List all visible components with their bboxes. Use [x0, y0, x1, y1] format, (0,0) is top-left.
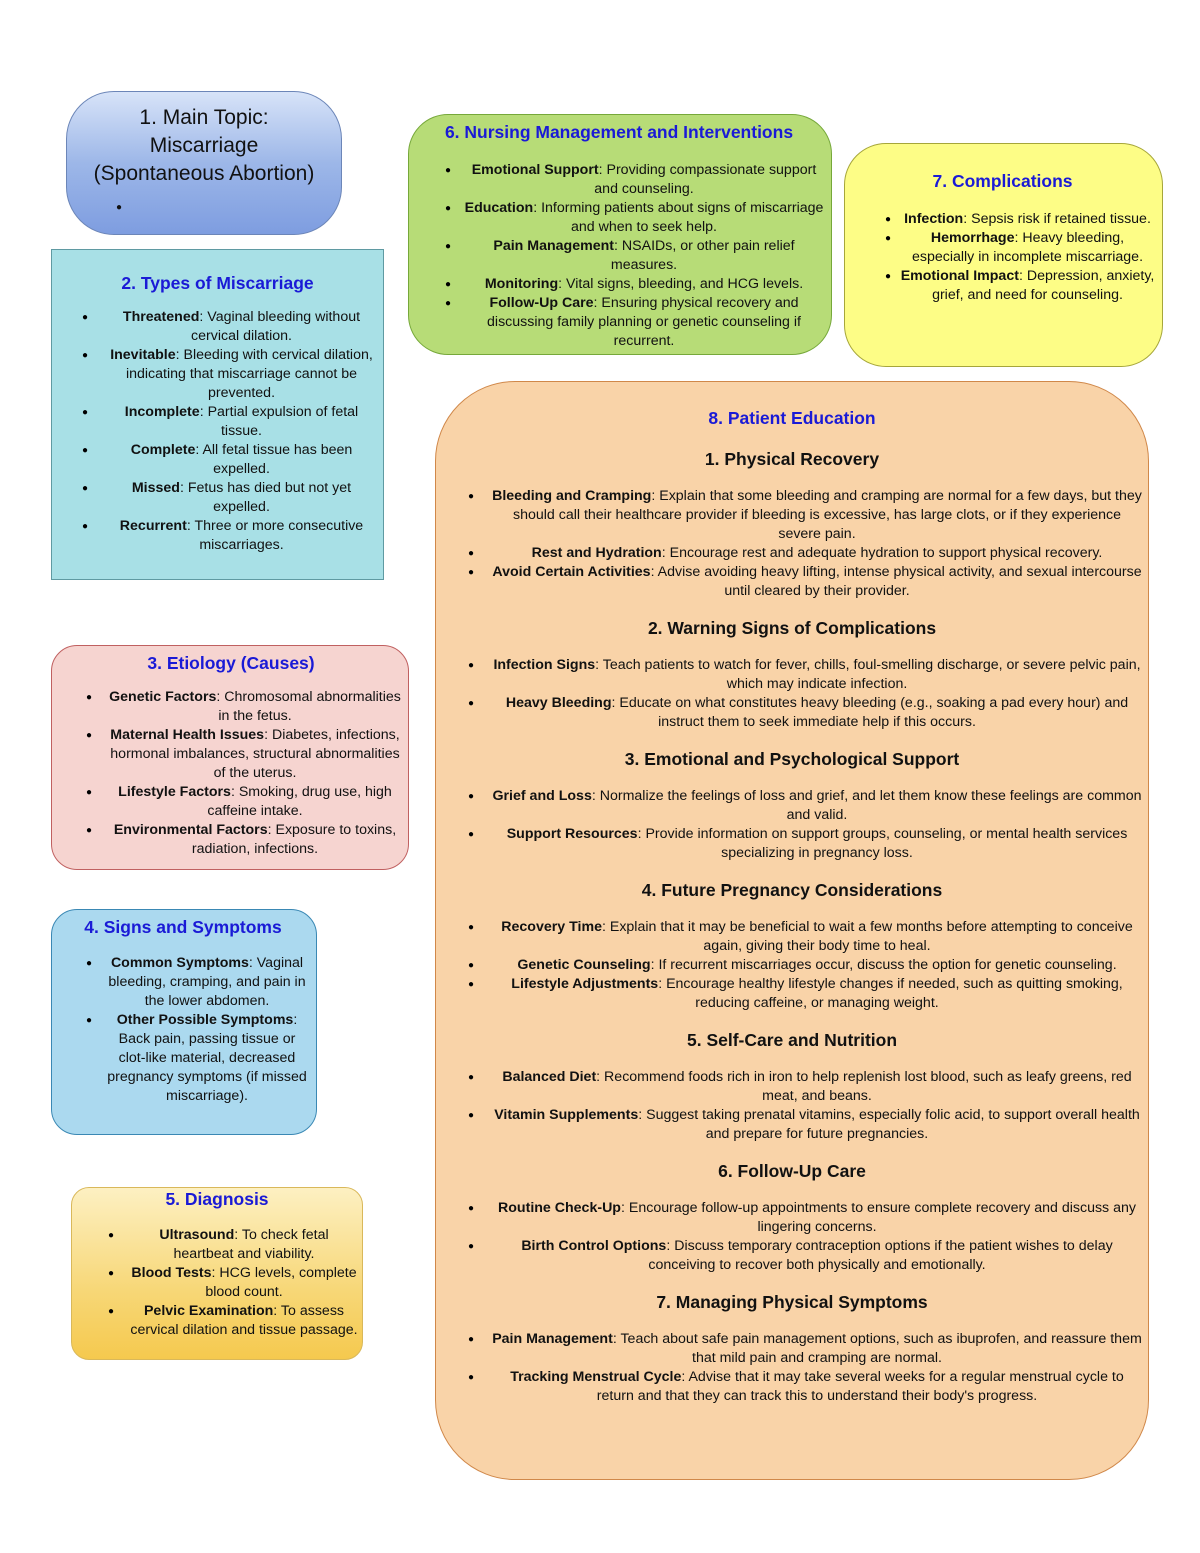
- list-item: ● Complete: All fetal tissue has been expelled.: [104, 441, 379, 479]
- complications-title: 7. Complications: [932, 171, 1073, 191]
- list-item: ● Genetic Factors: Chromosomal abnormalities in the fetus.: [104, 688, 406, 726]
- section-list: [490, 918, 1144, 1013]
- complications-box: [844, 143, 1163, 367]
- list-item: ● Infection: Sepsis risk if retained tissue.: [899, 210, 1156, 229]
- section-heading: 7. Managing Physical Symptoms: [656, 1292, 928, 1312]
- signs-title: 4. Signs and Symptoms: [84, 917, 282, 937]
- list-item: ● Lifestyle Factors: Smoking, drug use, high caffeine intake.: [104, 783, 406, 821]
- etiology-list: [104, 688, 406, 859]
- list-item: ● Maternal Health Issues: Diabetes, infections, hormonal imbalances, structural abnormalities of the uterus.: [104, 726, 406, 783]
- section-list: [490, 487, 1144, 601]
- list-item: ● Common Symptoms: Vaginal bleeding, cramping, and pain in the lower abdomen.: [104, 954, 310, 1011]
- bullet-icon: ●: [115, 202, 123, 213]
- complications-list: [899, 210, 1156, 305]
- section-list: [490, 1199, 1144, 1275]
- list-item: ● Vitamin Supplements: Suggest taking prenatal vitamins, especially folic acid, to support overall health and prepare for future pregnancies.: [490, 1106, 1144, 1144]
- list-item: ● Emotional Support: Providing compassionate support and counseling.: [463, 161, 825, 199]
- etiology-box: [51, 645, 409, 870]
- list-item: ● Grief and Loss: Normalize the feelings of loss and grief, and let them know these feelings are common and valid.: [490, 787, 1144, 825]
- signs-and-symptoms-box: [51, 909, 317, 1135]
- section-heading: 3. Emotional and Psychological Support: [624, 749, 960, 769]
- list-item: ● Environmental Factors: Exposure to toxins, radiation, infections.: [104, 821, 406, 859]
- section-list: [490, 656, 1144, 732]
- list-item: ● Blood Tests: HCG levels, complete blood count.: [130, 1264, 358, 1302]
- list-item: ● Inevitable: Bleeding with cervical dilation, indicating that miscarriage cannot be prevented.: [104, 346, 379, 403]
- types-of-miscarriage-box: [51, 249, 384, 580]
- list-item: ● Recurrent: Three or more consecutive miscarriages.: [104, 517, 379, 555]
- list-item: ● Birth Control Options: Discuss temporary contraception options if the patient wishes to delay conceiving to recover both physically and emotionally.: [490, 1237, 1144, 1275]
- diagnosis-box: [71, 1187, 363, 1360]
- types-title: 2. Types of Miscarriage: [121, 273, 314, 293]
- patient-education-box: [435, 381, 1149, 1480]
- main-topic-line-3: (Spontaneous Abortion): [93, 162, 315, 185]
- list-item: ● Pain Management: NSAIDs, or other pain relief measures.: [463, 237, 825, 275]
- list-item: ● Avoid Certain Activities: Advise avoiding heavy lifting, intense physical activity, and sexual intercourse until cleared by their provider.: [490, 563, 1144, 601]
- diagnosis-list: [130, 1226, 358, 1340]
- list-item: ● Tracking Menstrual Cycle: Advise that it may take several weeks for a regular menstrual cycle to return and that they can track this to understand their body's progress.: [490, 1368, 1144, 1406]
- section-heading: 5. Self-Care and Nutrition: [686, 1030, 898, 1050]
- section-heading: 4. Future Pregnancy Considerations: [641, 880, 943, 900]
- list-item: ● Support Resources: Provide information on support groups, counseling, or mental health services specializing in pregnancy loss.: [490, 825, 1144, 863]
- list-item: ● Pain Management: Teach about safe pain management options, such as ibuprofen, and reassure them that mild pain and cramping are normal.: [490, 1330, 1144, 1368]
- diagnosis-title: 5. Diagnosis: [165, 1189, 269, 1209]
- section-heading: 2. Warning Signs of Complications: [647, 618, 937, 638]
- types-list: [104, 308, 379, 555]
- nursing-title: 6. Nursing Management and Interventions: [444, 122, 794, 142]
- list-item: ● Monitoring: Vital signs, bleeding, and HCG levels.: [463, 275, 825, 294]
- section-list: [490, 1068, 1144, 1144]
- list-item: ● Genetic Counseling: If recurrent miscarriages occur, discuss the option for genetic counseling.: [490, 956, 1144, 975]
- list-item: ● Threatened: Vaginal bleeding without cervical dilation.: [104, 308, 379, 346]
- list-item: ● Education: Informing patients about signs of miscarriage and when to seek help.: [463, 199, 825, 237]
- etiology-title: 3. Etiology (Causes): [147, 653, 315, 673]
- section-list: [490, 787, 1144, 863]
- nursing-list: [463, 161, 825, 351]
- list-item: ● Pelvic Examination: To assess cervical dilation and tissue passage.: [130, 1302, 358, 1340]
- main-topic-line-1: 1. Main Topic:: [139, 106, 269, 129]
- list-item: ● Missed: Fetus has died but not yet expelled.: [104, 479, 379, 517]
- list-item: ● Hemorrhage: Heavy bleeding, especially in incomplete miscarriage.: [899, 229, 1156, 267]
- list-item: ● Routine Check-Up: Encourage follow-up appointments to ensure complete recovery and discuss any lingering concerns.: [490, 1199, 1144, 1237]
- list-item: ● Rest and Hydration: Encourage rest and adequate hydration to support physical recovery.: [490, 544, 1144, 563]
- list-item: ● Infection Signs: Teach patients to watch for fever, chills, foul-smelling discharge, or severe pelvic pain, which may indicate infection.: [490, 656, 1144, 694]
- section-list: [490, 1330, 1144, 1406]
- main-topic-title: [67, 92, 341, 188]
- list-item: ● Emotional Impact: Depression, anxiety, grief, and need for counseling.: [899, 267, 1156, 305]
- list-item: ● Recovery Time: Explain that it may be beneficial to wait a few months before attempting to conceive again, giving their body time to heal.: [490, 918, 1144, 956]
- list-item: ● Follow-Up Care: Ensuring physical recovery and discussing family planning or genetic counseling if recurrent.: [463, 294, 825, 351]
- section-heading: 6. Follow-Up Care: [718, 1161, 866, 1181]
- list-item: ● Other Possible Symptoms: Back pain, passing tissue or clot-like material, decreased pregnancy symptoms (if missed miscarriage).: [104, 1011, 310, 1106]
- list-item: ● Ultrasound: To check fetal heartbeat and viability.: [130, 1226, 358, 1264]
- list-item: ● Balanced Diet: Recommend foods rich in iron to help replenish lost blood, such as leafy greens, red meat, and beans.: [490, 1068, 1144, 1106]
- list-item: ● Incomplete: Partial expulsion of fetal tissue.: [104, 403, 379, 441]
- nursing-management-box: [408, 114, 832, 355]
- list-item: ● Bleeding and Cramping: Explain that some bleeding and cramping are normal for a few days, but they should call their healthcare provider if bleeding is excessive, has large clots, or if they experience severe pain.: [490, 487, 1144, 544]
- main-topic-line-2: Miscarriage: [149, 134, 259, 157]
- list-item: ● Heavy Bleeding: Educate on what constitutes heavy bleeding (e.g., soaking a pad every hour) and instruct them to seek immediate help if this occurs.: [490, 694, 1144, 732]
- main-topic-box: [66, 91, 342, 235]
- signs-list: [104, 954, 310, 1106]
- section-heading: 1. Physical Recovery: [704, 449, 880, 469]
- list-item: ● Lifestyle Adjustments: Encourage healthy lifestyle changes if needed, such as quitting smoking, reducing caffeine, or managing weight.: [490, 975, 1144, 1013]
- education-title: 8. Patient Education: [708, 408, 876, 428]
